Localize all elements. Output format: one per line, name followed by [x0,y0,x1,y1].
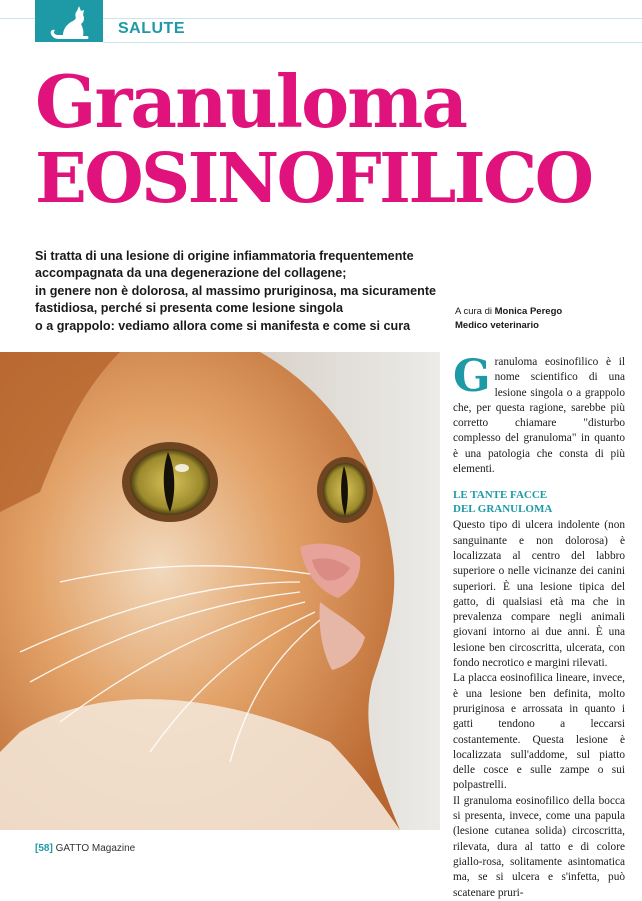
magazine-name: GATTO Magazine [55,843,136,854]
cat-photo [0,352,440,830]
byline-role: Medico veterinario [455,320,539,331]
drop-cap: G [453,351,491,402]
byline [455,305,562,333]
page-number: [58] [35,843,53,854]
article-paragraph-text: ranuloma eosinofilico è il nome scientifico di una lesione singola o a grappolo che, per questa ragione, sarebbe più corretto chiamare "disturbo complesso del granuloma" in quanto è una patologia che consta di più elementi. [453,356,625,476]
byline-prefix: A cura di [455,306,495,317]
intro-standfirst [35,248,445,335]
cat-silhouette-icon [49,4,91,40]
headline-line-1: Granuloma [35,59,466,144]
article-subhead [453,489,625,516]
page-header [0,0,642,44]
section-tab [35,0,103,42]
byline-author: Monica Perego [494,306,563,317]
article-paragraph [453,351,625,477]
intro-line: fastidiosa, perché si presenta come lesione singola [35,301,343,316]
intro-line: Si tratta di una lesione di origine infiammatoria frequentemente [35,249,414,263]
article-paragraph: Il granuloma eosinofilico della bocca si presenta, invece, come una papula (lesione cutanea solida) circoscritta, rilevata, dura al tatto e di colore giallo-rosa, solitamente asintomatica ma, se si ulcera e s'infetta, può scatenare pruri- [453,794,625,899]
intro-line: accompagnata da una degenerazione del collagene; [35,266,347,281]
article-paragraph: La placca eosinofilica lineare, invece, è una lesione ben definita, molto pruriginosa e arrossata in quanto i gatti tendono a leccarsi costantemente. Questa lesione è localizzata sull'addome, sul piatto delle cosce e sulle zampe o sui polpastrelli. [453,672,625,792]
headline-line-2: EOSINOFILICO [35,139,592,219]
cat-photo-illustration [0,352,440,830]
section-label: SALUTE [118,20,185,37]
page-footer [35,843,135,854]
intro-line: in genere non è dolorosa, al massimo pruriginosa, ma sicuramente [35,283,437,298]
intro-line: o a grappolo: vediamo allora come si manifesta e come si cura [35,318,411,333]
subhead-line: DEL GRANULOMA [453,502,553,515]
header-rule-bottom [103,42,642,43]
subhead-line: LE TANTE FACCE [453,489,548,502]
article-paragraph: Questo tipo di ulcera indolente (non sanguinante e non dolorosa) è localizzata al centro del labbro superiore o nelle vicinanze dei canini superiori. È una lesione tipica del gatto, di qualsiasi età ma che in prevalenza compare negli animali giovani intorno ai due anni. È una lesione ben circoscritta, ulcerata, con fondo necrotico e margini rilevati. [453,519,625,670]
article-column [453,351,625,901]
